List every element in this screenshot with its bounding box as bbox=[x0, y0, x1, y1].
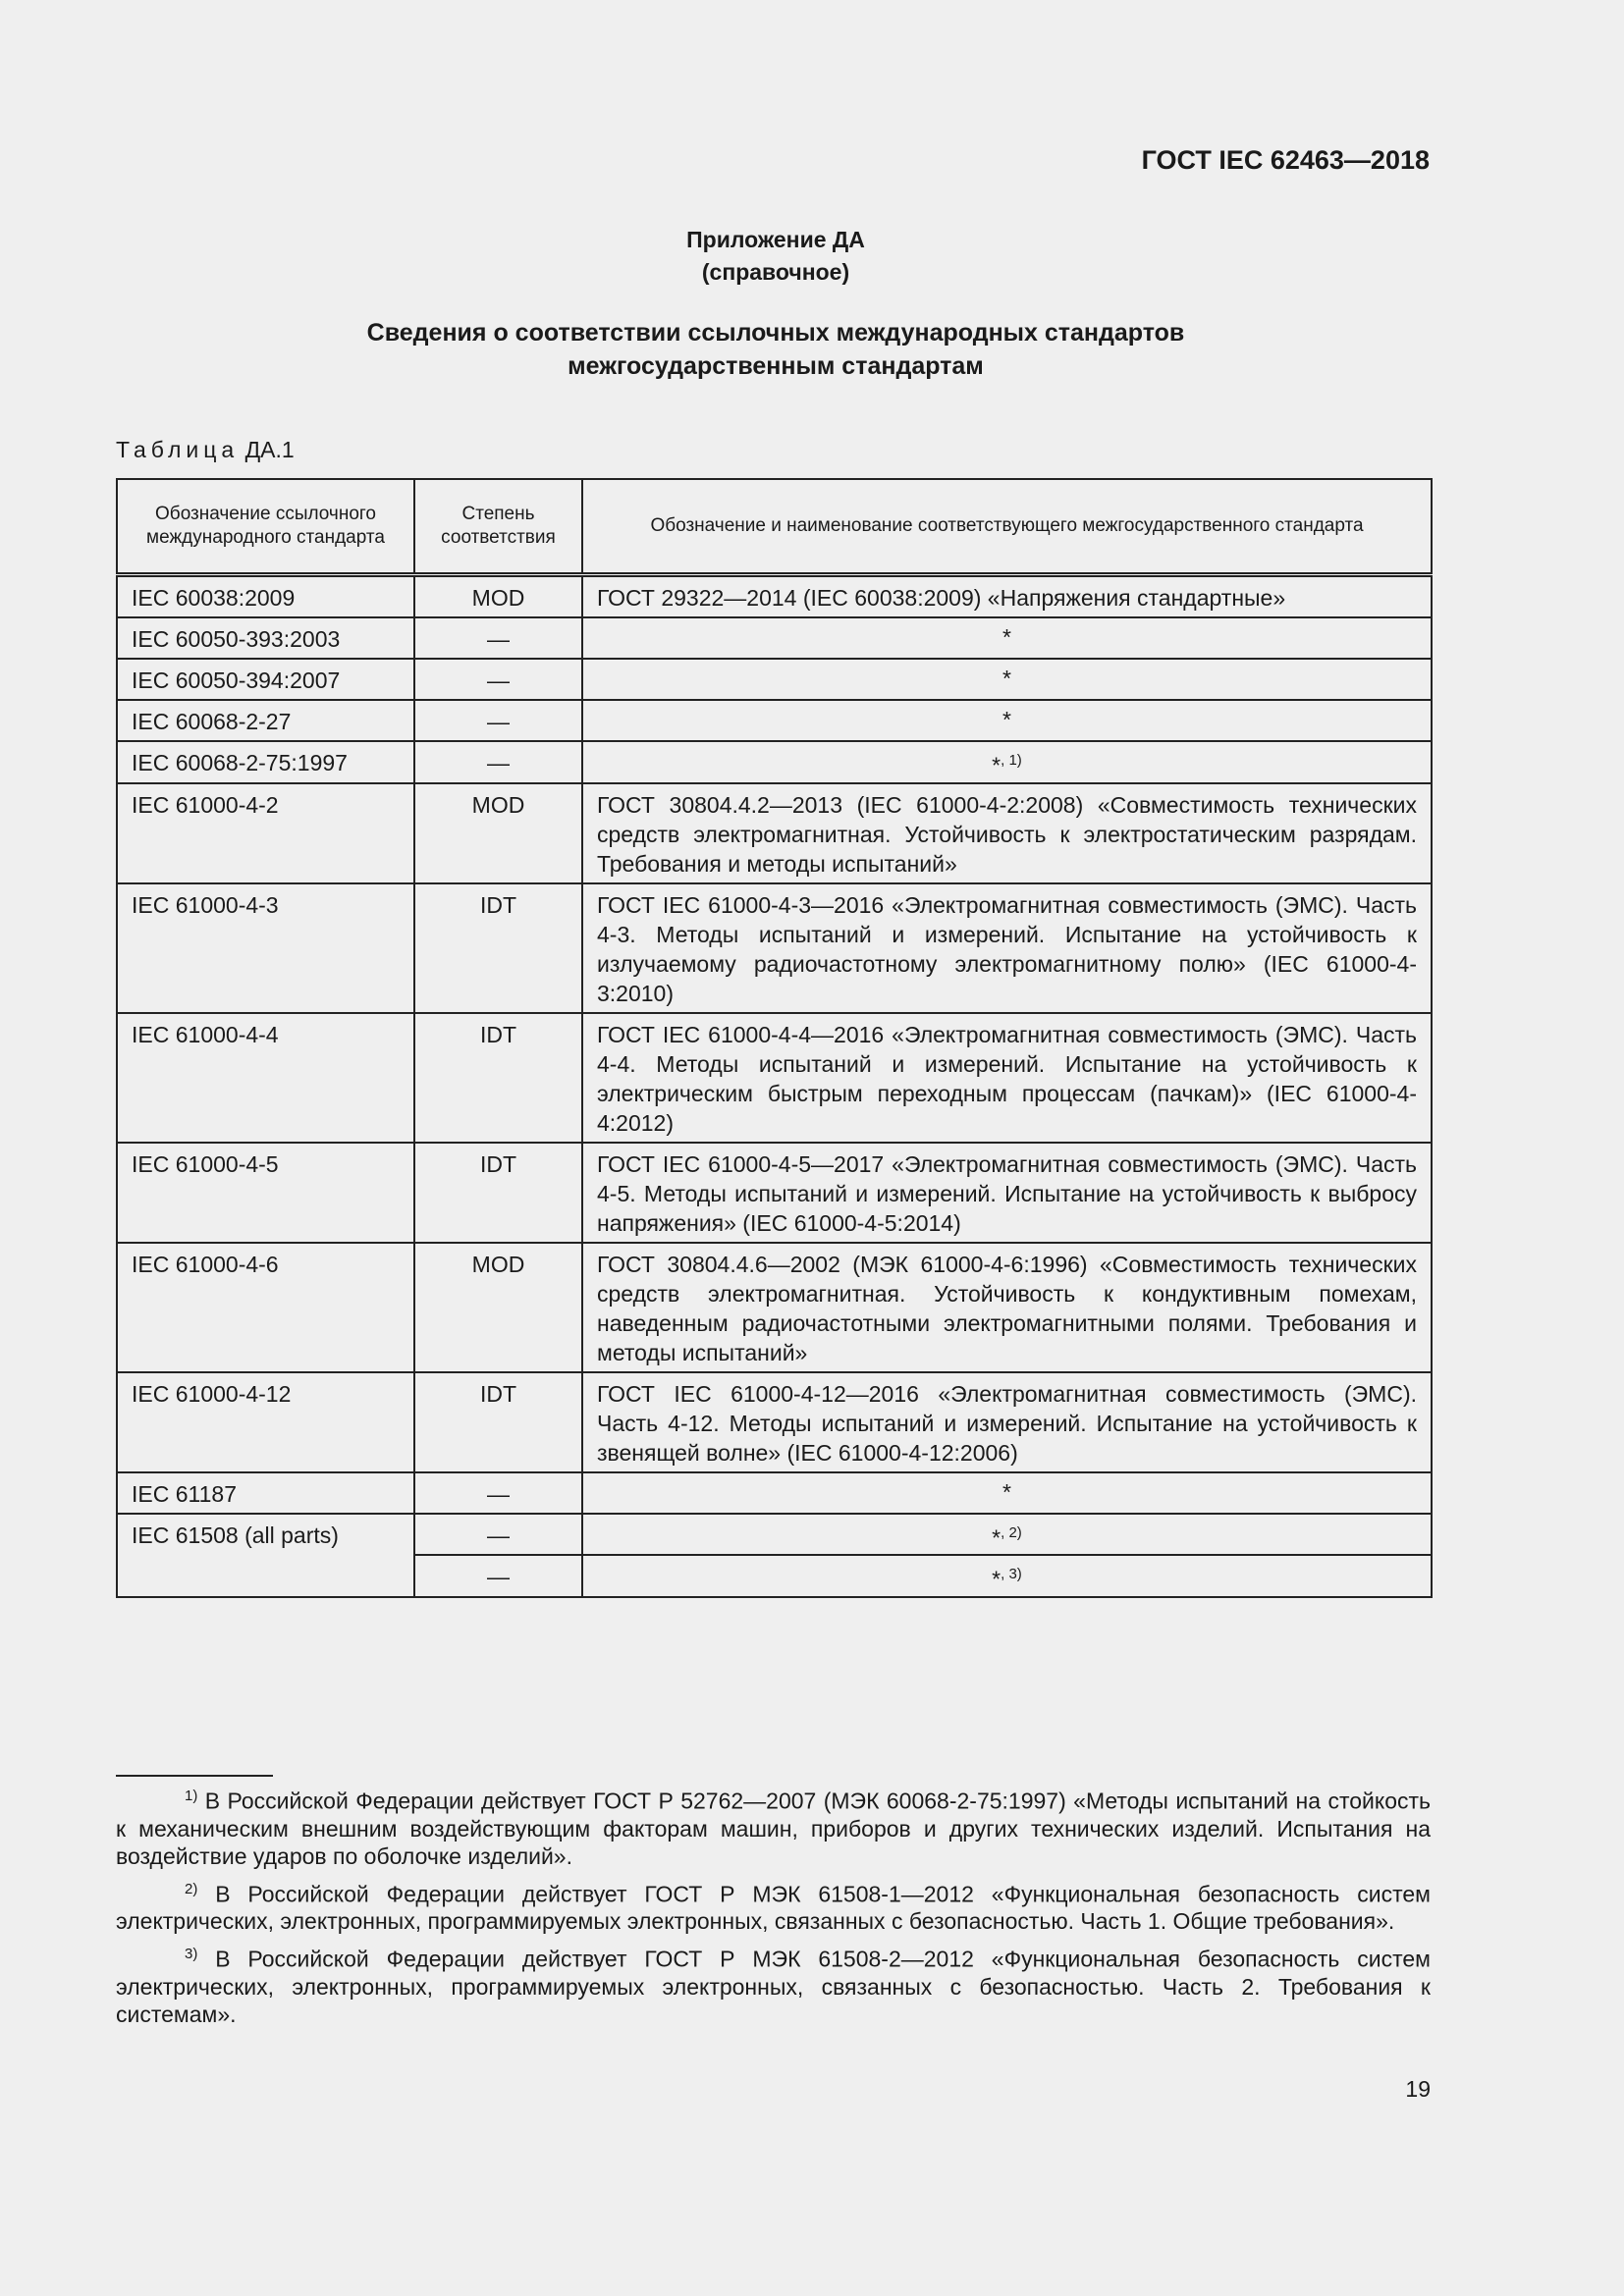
section-title-line2: межгосударственным стандартам bbox=[568, 352, 984, 380]
interstate-standard-cell: ГОСТ IEC 61000-4-4—2016 «Электромагнитная совместимость (ЭМС). Часть 4-4. Методы испытаний и измерений. Испытание на устойчивость к электрическим быстрым переходным процессам (пачкам)» (IEC 61000-4-4:2012) bbox=[582, 1013, 1432, 1143]
document-id: ГОСТ IEC 62463—2018 bbox=[1141, 145, 1430, 175]
table-row bbox=[117, 1013, 1432, 1143]
table-row bbox=[117, 617, 1432, 659]
ref-standard-cell: IEC 61000-4-3 bbox=[117, 883, 414, 1013]
footnote-ref: , 1) bbox=[1001, 752, 1022, 769]
ref-standard-cell: IEC 60050-393:2003 bbox=[117, 617, 414, 659]
interstate-standard-cell: ГОСТ IEC 61000-4-12—2016 «Электромагнитная совместимость (ЭМС). Часть 4-12. Методы испытаний и измерений. Испытание на устойчивость к звенящей волне» (IEC 61000-4-12:2006) bbox=[582, 1372, 1432, 1472]
absent-standard-mark: * bbox=[992, 752, 1001, 778]
section-title-line1: Сведения о соответствии ссылочных международных стандартов bbox=[366, 319, 1185, 347]
interstate-standard-cell bbox=[582, 1514, 1432, 1556]
degree-cell: MOD bbox=[414, 783, 582, 883]
table-label bbox=[116, 437, 295, 463]
footnote-text: В Российской Федерации действует ГОСТ Р МЭК 61508-1—2012 «Функциональная безопасность систем электрических, электронных, программируемых электронных, связанных с безопасностью. Часть 1. Общие требования». bbox=[116, 1881, 1431, 1935]
correspondence-table bbox=[116, 478, 1433, 1598]
interstate-standard-cell bbox=[582, 700, 1432, 741]
table-row bbox=[117, 741, 1432, 783]
interstate-standard-cell bbox=[582, 1472, 1432, 1514]
table-row bbox=[117, 1472, 1432, 1514]
annex-heading bbox=[0, 224, 1624, 289]
degree-cell: — bbox=[414, 659, 582, 700]
interstate-standard-cell: ГОСТ 29322—2014 (IEC 60038:2009) «Напряжения стандартные» bbox=[582, 575, 1432, 618]
table-row bbox=[117, 659, 1432, 700]
ref-standard-cell: IEC 61000-4-2 bbox=[117, 783, 414, 883]
absent-standard-mark: * bbox=[992, 1524, 1001, 1551]
table-row bbox=[117, 1143, 1432, 1243]
header-ref-standard: Обозначение ссылочного международного стандарта bbox=[117, 479, 414, 575]
degree-cell: IDT bbox=[414, 1013, 582, 1143]
ref-standard-cell: IEC 61000-4-12 bbox=[117, 1372, 414, 1472]
table-header-row bbox=[117, 479, 1432, 575]
annex-kind: (справочное) bbox=[701, 259, 850, 285]
ref-standard-cell: IEC 61508 (all parts) bbox=[117, 1514, 414, 1597]
degree-cell: IDT bbox=[414, 1143, 582, 1243]
table-row bbox=[117, 575, 1432, 618]
annex-title: Приложение ДА bbox=[686, 227, 865, 252]
table-row bbox=[117, 1372, 1432, 1472]
page-number: 19 bbox=[1405, 2076, 1431, 2102]
interstate-standard-cell bbox=[582, 659, 1432, 700]
footnote bbox=[116, 1941, 1431, 2028]
degree-cell: MOD bbox=[414, 1243, 582, 1372]
degree-cell: — bbox=[414, 700, 582, 741]
absent-standard-mark: * bbox=[1002, 666, 1011, 691]
footnote-ref: , 2) bbox=[1001, 1523, 1022, 1541]
absent-standard-mark: * bbox=[992, 1566, 1001, 1592]
interstate-standard-cell: ГОСТ IEC 61000-4-3—2016 «Электромагнитная совместимость (ЭМС). Часть 4-3. Методы испытаний и измерений. Испытание на устойчивость к излучаемому радиочастотному электромагнитному полю» (IEC 61000-4-3:2010) bbox=[582, 883, 1432, 1013]
ref-standard-cell: IEC 61000-4-4 bbox=[117, 1013, 414, 1143]
interstate-standard-cell bbox=[582, 741, 1432, 783]
degree-cell: — bbox=[414, 741, 582, 783]
footnote-text: В Российской Федерации действует ГОСТ Р МЭК 61508-2—2012 «Функциональная безопасность систем электрических, электронных, программируемых электронных, связанных с безопасностью. Часть 2. Требования к системам». bbox=[116, 1946, 1431, 2027]
degree-cell: — bbox=[414, 617, 582, 659]
interstate-standard-cell: ГОСТ 30804.4.6—2002 (МЭК 61000-4-6:1996) «Совместимость технических средств электромагнитная. Устойчивость к кондуктивным помехам, наведенным радиочастотными электромагнитными полями. Требования и методы испытаний» bbox=[582, 1243, 1432, 1372]
table-row bbox=[117, 1514, 1432, 1556]
absent-standard-mark: * bbox=[1002, 1478, 1011, 1505]
table-row bbox=[117, 1243, 1432, 1372]
header-interstate-standard: Обозначение и наименование соответствующего межгосударственного стандарта bbox=[582, 479, 1432, 575]
footnote bbox=[116, 1876, 1431, 1936]
footnote-ref: , 3) bbox=[1001, 1566, 1022, 1583]
ref-standard-cell: IEC 60038:2009 bbox=[117, 575, 414, 618]
degree-cell: — bbox=[414, 1555, 582, 1597]
footnote-mark: 2) bbox=[185, 1880, 198, 1897]
degree-cell: IDT bbox=[414, 1372, 582, 1472]
ref-standard-cell: IEC 61000-4-5 bbox=[117, 1143, 414, 1243]
section-title bbox=[0, 316, 1551, 383]
table-label-id: ДА.1 bbox=[244, 437, 295, 462]
table-row bbox=[117, 883, 1432, 1013]
footnote-divider bbox=[116, 1775, 273, 1777]
ref-standard-cell: IEC 60068-2-75:1997 bbox=[117, 741, 414, 783]
ref-standard-cell: IEC 60068-2-27 bbox=[117, 700, 414, 741]
table-row bbox=[117, 700, 1432, 741]
footnotes bbox=[116, 1775, 1431, 2034]
interstate-standard-cell: ГОСТ IEC 61000-4-5—2017 «Электромагнитная совместимость (ЭМС). Часть 4-5. Методы испытаний и измерений. Испытание на устойчивость к выбросу напряжения» (IEC 61000-4-5:2014) bbox=[582, 1143, 1432, 1243]
footnote-mark: 3) bbox=[185, 1946, 198, 1963]
absent-standard-mark: * bbox=[1002, 624, 1011, 650]
header-degree: Степень соответствия bbox=[414, 479, 582, 575]
ref-standard-cell: IEC 60050-394:2007 bbox=[117, 659, 414, 700]
footnote-text: В Российской Федерации действует ГОСТ Р 52762—2007 (МЭК 60068-2-75:1997) «Методы испытаний на стойкость к механическим внешним воздействующим факторам машин, приборов и других технических изделий. Испытания на воздействие ударов по оболочке изделий». bbox=[116, 1788, 1431, 1869]
degree-cell: — bbox=[414, 1514, 582, 1556]
footnote bbox=[116, 1783, 1431, 1870]
table-label-word: Таблица bbox=[116, 437, 240, 462]
ref-standard-cell: IEC 61000-4-6 bbox=[117, 1243, 414, 1372]
degree-cell: — bbox=[414, 1472, 582, 1514]
footnote-mark: 1) bbox=[185, 1788, 198, 1804]
degree-cell: IDT bbox=[414, 883, 582, 1013]
absent-standard-mark: * bbox=[1002, 707, 1011, 732]
ref-standard-cell: IEC 61187 bbox=[117, 1472, 414, 1514]
interstate-standard-cell bbox=[582, 617, 1432, 659]
interstate-standard-cell: ГОСТ 30804.4.2—2013 (IEC 61000-4-2:2008) «Совместимость технических средств электромагнитная. Устойчивость к электростатическим разрядам. Требования и методы испытаний» bbox=[582, 783, 1432, 883]
degree-cell: MOD bbox=[414, 575, 582, 618]
table-row bbox=[117, 783, 1432, 883]
interstate-standard-cell bbox=[582, 1555, 1432, 1597]
